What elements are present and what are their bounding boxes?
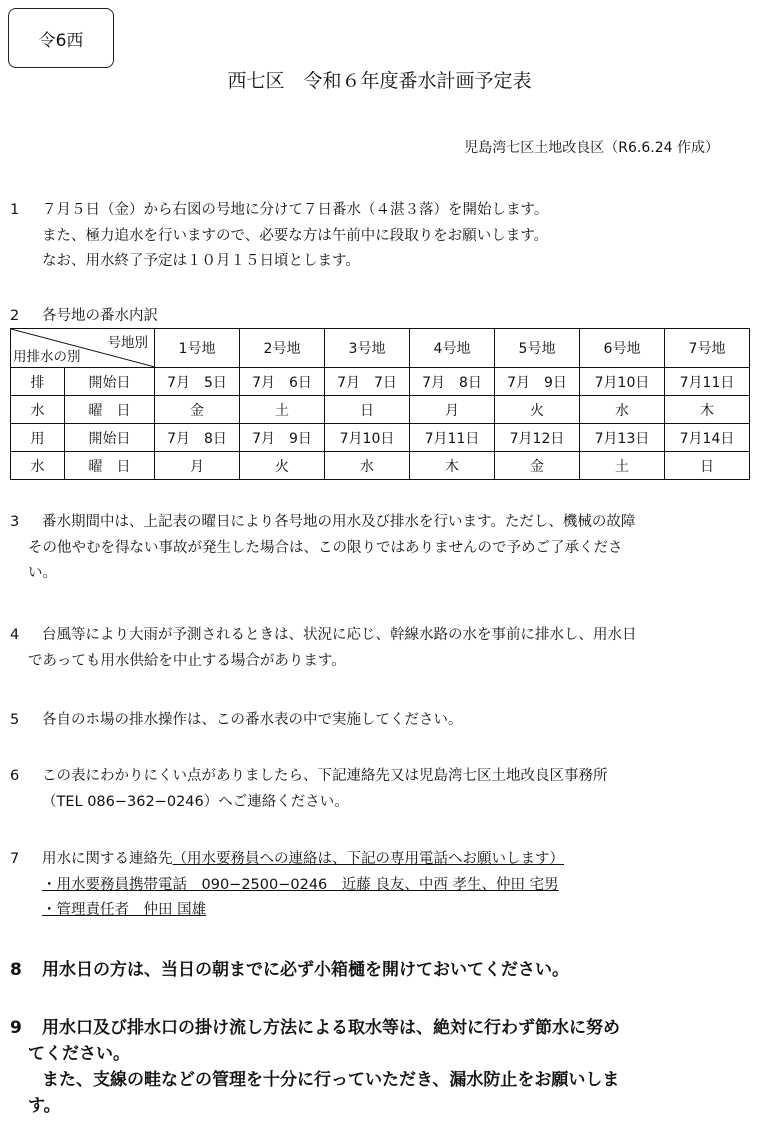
document-badge: 令6西 [8,8,114,68]
corner-label-bottom: 用排水の別 [13,349,81,365]
document-author: 児島湾七区土地改良区（R6.6.24 作成） [464,140,719,156]
table-row [11,452,750,480]
table-row [11,396,750,424]
section-text: なお、用水終了予定は１０月１５日頃とします。 [42,253,360,269]
schedule-table [10,328,750,480]
column-header: 3号地 [325,329,410,368]
table-cell: 火 [240,452,325,480]
table-cell: 7月 7日 [325,368,410,396]
section-number: 2 [10,308,20,324]
table-cell: 水 [325,452,410,480]
table-cell: 7月12日 [495,424,580,452]
column-header: 1号地 [155,329,240,368]
section-text: であっても用水供給を中止する場合があります。 [28,652,346,669]
table-cell: 土 [580,452,665,480]
column-header: 2号地 [240,329,325,368]
table-cell: 金 [495,452,580,480]
table-cell: 土 [240,396,325,424]
section-number: 7 [10,851,20,867]
corner-label-top: 号地別 [107,335,148,351]
row-label: 開始日 [65,368,155,396]
table-cell: 7月 8日 [410,368,495,396]
table-cell: 7月 8日 [155,424,240,452]
section-text: 各号地の番水内訳 [42,308,158,324]
table-cell: 7月11日 [665,368,750,396]
row-label: 曜 日 [65,452,155,480]
column-header: 5号地 [495,329,580,368]
group-label: 排 [11,368,65,396]
table-cell: 7月 9日 [495,368,580,396]
section-number: 5 [10,712,20,728]
section-text: 台風等により大雨が予測されるときは、状況に応じ、幹線水路の水を事前に排水し、用水日 [42,627,637,643]
table-cell: 7月14日 [665,424,750,452]
group-label: 水 [11,396,65,424]
section-text: また、極力追水を行いますので、必要な方は午前中に段取りをお願いします。 [42,227,549,244]
section-text: その他やむを得ない事故が発生した場合は、この限りではありませんので予めご了承くださ [28,539,623,556]
table-cell: 日 [325,396,410,424]
column-header: 6号地 [580,329,665,368]
table-cell: 7月11日 [410,424,495,452]
section-text: また、支線の畦などの管理を十分に行っていただき、漏水防止をお願いしま [42,1070,620,1090]
document-title: 西七区 令和６年度番水計画予定表 [227,70,532,92]
table-cell: 月 [410,396,495,424]
table-row [11,424,750,452]
section-number: 9 [10,1018,22,1038]
table-cell: 水 [580,396,665,424]
table-cell: 日 [665,452,750,480]
table-row [11,368,750,396]
section-2-heading [0,304,745,330]
section-number: 6 [10,768,20,784]
table-cell: 火 [495,396,580,424]
table-cell: 金 [155,396,240,424]
table-header-row [11,329,750,368]
contact-item: ・管理責任者 仲田 国雄 [42,902,207,918]
section-7 [0,847,745,924]
section-number: 4 [10,627,20,643]
section-3 [0,510,745,587]
table-cell: 7月13日 [580,424,665,452]
section-text: ７月５日（金）から右図の号地に分けて７日番水（４湛３落）を開始します。 [42,202,549,218]
table-cell: 木 [665,396,750,424]
section-number: 3 [10,514,20,530]
group-label: 用 [11,424,65,452]
section-1 [0,198,745,275]
column-header: 4号地 [410,329,495,368]
group-label: 水 [11,452,65,480]
contact-item: ・用水要務員携帯電話 090−2500−0246 近藤 良友、中西 孝生、仲田 宅男 [42,876,559,893]
section-9 [0,1015,745,1119]
section-text: 用水に関する連絡先 [42,851,173,867]
section-6 [0,764,745,815]
section-text: す。 [28,1096,61,1116]
section-text: い。 [28,565,57,581]
table-cell: 月 [155,452,240,480]
section-text: てください。 [28,1044,130,1064]
section-text: 番水期間中は、上記表の曜日により各号地の用水及び排水を行います。ただし、機械の故障 [42,514,636,530]
table-cell: 7月10日 [580,368,665,396]
row-label: 開始日 [65,424,155,452]
section-number: 8 [10,960,22,980]
section-5 [0,708,745,734]
section-8 [0,957,745,983]
table-corner-cell [11,329,155,368]
table-cell: 7月 9日 [240,424,325,452]
section-note: （用水要務員への連絡は、下記の専用電話へお願いします） [172,851,564,867]
table-cell: 7月 5日 [155,368,240,396]
column-header: 7号地 [665,329,750,368]
section-text: （TEL 086−362−0246）へご連絡ください。 [42,793,349,810]
section-text: この表にわかりにくい点がありましたら、下記連絡先又は児島湾七区土地改良区事務所 [42,768,608,784]
table-cell: 7月 6日 [240,368,325,396]
section-number: 1 [10,202,20,218]
table-cell: 木 [410,452,495,480]
section-4 [0,623,745,674]
section-text: 用水口及び排水口の掛け流し方法による取水等は、絶対に行わず節水に努め [42,1018,620,1038]
section-text: 各自のホ場の排水操作は、この番水表の中で実施してください。 [42,712,463,728]
table-cell: 7月10日 [325,424,410,452]
row-label: 曜 日 [65,396,155,424]
section-text: 用水日の方は、当日の朝までに必ず小箱樋を開けておいてください。 [42,960,569,980]
